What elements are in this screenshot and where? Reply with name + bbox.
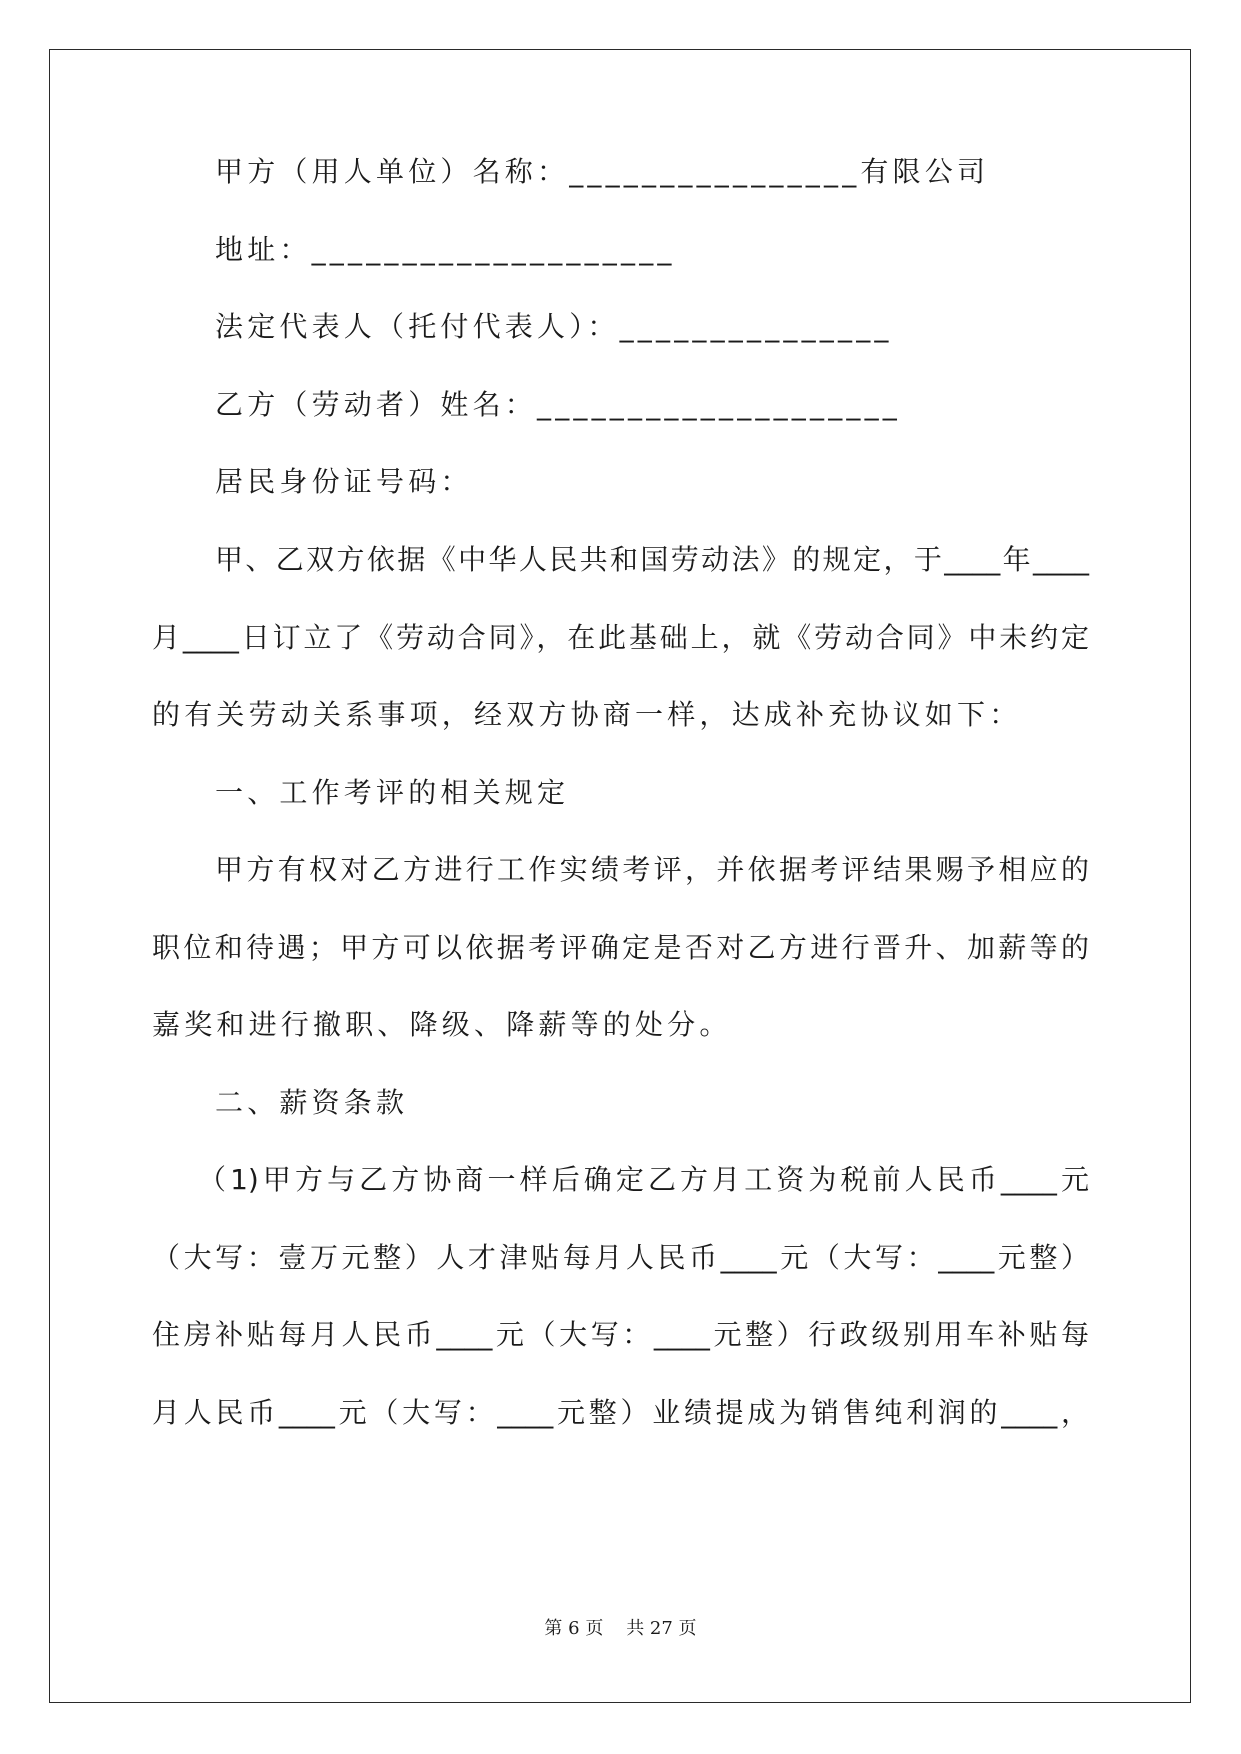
evaluation-paragraph-line-2: 职位和待遇；甲方可以依据考评确定是否对乙方进行晋升、加薪等的 — [152, 931, 1089, 964]
page-number-footer: 第 6 页 共 27 页 — [544, 1618, 697, 1639]
evaluation-paragraph-line-3: 嘉奖和进行撤职、降级、降薪等的处分。 — [152, 1008, 732, 1041]
intro-paragraph-line-3: 的有关劳动关系事项，经双方协商一样，达成补充协议如下： — [152, 698, 1022, 731]
intro-paragraph-line-1: 甲、乙双方依据《中华人民共和国劳动法》的规定，于____年____ — [215, 543, 1089, 576]
legal-representative-line: 法定代表人（托付代表人）：_______________ — [215, 310, 893, 343]
address-line: 地址：____________________ — [215, 233, 676, 266]
party-b-name-line: 乙方（劳动者）姓名：____________________ — [215, 388, 902, 421]
section-heading-2: 二、薪资条款 — [215, 1086, 409, 1119]
section-heading-1: 一、工作考评的相关规定 — [215, 776, 570, 809]
salary-paragraph-line-2: （大写：壹万元整）人才津贴每月人民币____元（大写：____元整） — [152, 1241, 1089, 1274]
id-number-line: 居民身份证号码： — [215, 465, 473, 498]
salary-paragraph-line-4: 月人民币____元（大写：____元整）业绩提成为销售纯利润的____， — [152, 1396, 1089, 1429]
salary-paragraph-line-1: （1)甲方与乙方协商一样后确定乙方月工资为税前人民币____元 — [198, 1163, 1089, 1196]
intro-paragraph-line-2: 月____日订立了《劳动合同》，在此基础上，就《劳动合同》中未约定 — [152, 621, 1089, 654]
evaluation-paragraph-line-1: 甲方有权对乙方进行工作实绩考评，并依据考评结果赐予相应的 — [215, 853, 1089, 886]
party-a-name-line: 甲方（用人单位）名称：________________有限公司 — [215, 155, 990, 188]
salary-paragraph-line-3: 住房补贴每月人民币____元（大写：____元整）行政级别用车补贴每 — [152, 1318, 1089, 1351]
